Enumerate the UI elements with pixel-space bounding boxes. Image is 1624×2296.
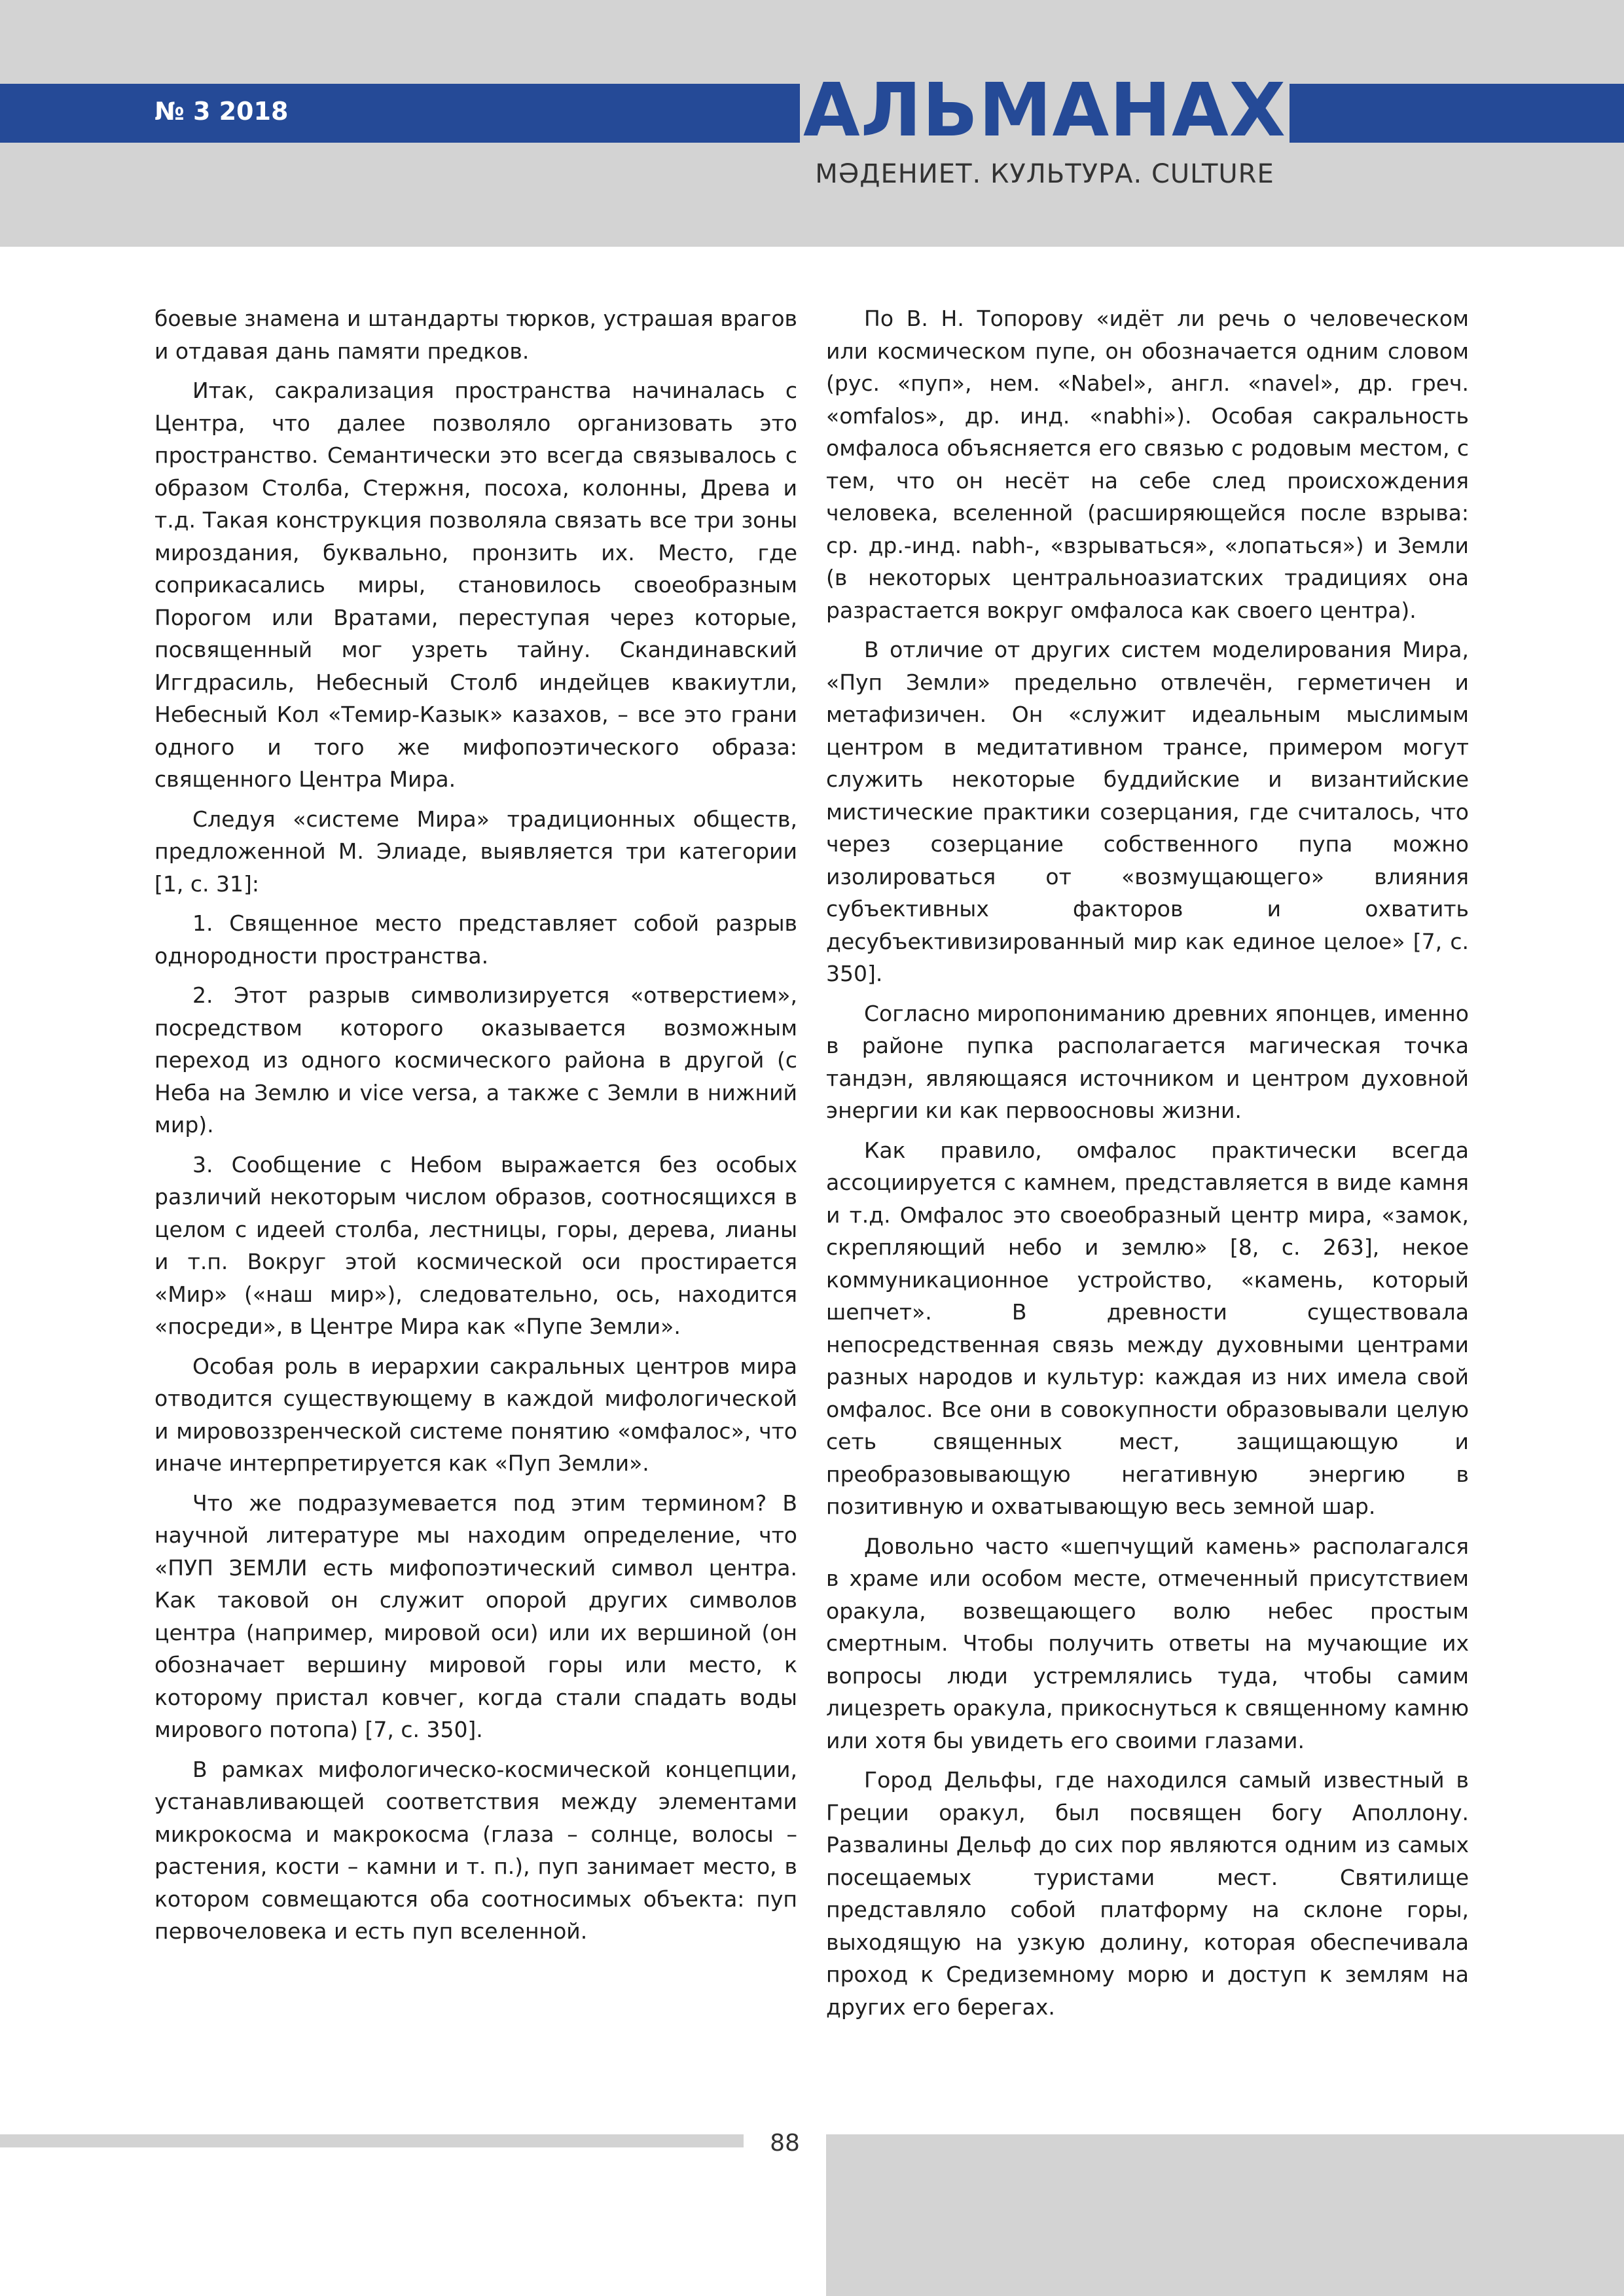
paragraph: Город Дельфы, где находился самый известный в Греции оракул, был посвящен богу Аполлону. Развалины Дельф до сих пор являются одним из самых посещаемых туристами мест. Святилище представляло собой платформу на склоне горы, выходящую на узкую долину, которая обеспечивала проход к Средиземному морю и доступ к землям на других его берегах. <box>826 1767 1469 2020</box>
footer-bar <box>0 2134 744 2147</box>
paragraph: Довольно часто «шепчущий камень» располагался в храме или особом месте, отмеченный присутствием оракула, возвещающего волю небес простым смертным. Чтобы получить ответы на мучающие их вопросы люди устремлялись туда, чтобы самим лицезреть оракула, прикоснуться к священному камню или хотя бы увидеть его своими глазами. <box>826 1533 1469 1753</box>
paragraph: Согласно миропониманию древних японцев, именно в районе пупка располагается магическая точка тандэн, являющаяся источником и центром духовной энергии ки как первоосновы жизни. <box>826 1000 1469 1123</box>
journal-subtitle: МӘДЕНИЕТ. КУЛЬТУРА. CULTURE <box>815 159 1274 189</box>
page-number: 88 <box>770 2130 800 2157</box>
list-item: 3. Сообщение с Небом выражается без особых различий некоторым числом образов, соотносящихся в целом с идеей столба, лестницы, горы, дерева, лианы и т.п. Вокруг этой космической оси простирается «Мир» («наш мир»), следовательно, ось, находится «посреди», в Центре Мира как «Пупе Земли». <box>154 1151 797 1339</box>
paragraph: По В. Н. Топорову «идёт ли речь о человеческом или космическом пупе, он обозначается одним словом (рус. «пуп», нем. «Nabel», англ. «navel», др. греч. «omfalos», др. инд. «nabhi»). Особая сакральность омфалоса объясняется его связью с родовым местом, с тем, что он несёт на себе след происхождения человека, вселенной (расширяющейся после взрыва: ср. др.-инд. nabh-, «взрываться», «лопаться») и Земли (в некоторых центральноазиатских традициях она разрастается вокруг омфалоса как своего центра). <box>826 306 1469 623</box>
paragraph: В рамках мифологическо-космической концепции, устанавливающей соответствия между элементами микрокосма и макрокосма (глаза – солнце, волосы – растения, кости – камни и т. п.), пуп занимает место, в котором совмещаются оба соотносимых объекта: пуп первочеловека и есть пуп вселенной. <box>154 1756 797 1944</box>
header-band-left <box>0 84 800 143</box>
right-column <box>826 302 1469 2030</box>
paragraph: Что же подразумевается под этим термином? В научной литературе мы находим определение, что «ПУП ЗЕМЛИ есть мифопоэтический символ центра. Как таковой он служит опорой других символов центра (например, мировой оси) или их вершиной (он обозначает вершину мировой горы или место, к которому пристал ковчег, когда стали спадать воды мирового потопа) [7, с. 350]. <box>154 1490 797 1742</box>
header-band-right <box>1290 84 1624 143</box>
issue-number: № 3 2018 <box>154 97 289 126</box>
journal-title: АЛЬМАНАХ <box>803 68 1286 153</box>
paragraph: В отличие от других систем моделирования Мира, «Пуп Земли» предельно отвлечён, герметичен и метафизичен. Он «служит идеальным мыслимым центром в медитативном трансе, примером могут служить некоторые буддийские и византийские мистические практики созерцания, где считалось, что через созерцание собственного пупа можно изолироваться от «возмущающего» влияния субъективных факторов и охватить десубъективизированный мир как единое целое» [7, с. 350]. <box>826 637 1469 986</box>
footer-block <box>826 2134 1624 2296</box>
paragraph: Следуя «системе Мира» традиционных обществ, предложенной М. Элиаде, выявляется три категории [1, с. 31]: <box>154 806 797 897</box>
paragraph: Как правило, омфалос практически всегда ассоциируется с камнем, представляется в виде камня и т.д. Омфалос это своеобразный центр мира, «замок, скрепляющий небо и землю» [8, с. 263], некое коммуникационное устройство, «камень, который шепчет». В древности существовала непосредственная связь между духовными центрами разных народов и культур: каждая из них имела свой омфалос. Все они в совокупности образовывали целую сеть священных мест, защищающую и преобразовывающую негативную энергию в позитивную и охватывающую весь земной шар. <box>826 1137 1469 1519</box>
paragraph: боевые знамена и штандарты тюрков, устрашая врагов и отдавая дань памяти предков. <box>154 306 797 364</box>
list-item: 2. Этот разрыв символизируется «отверстием», посредством которого оказывается возможным переход из одного космического района в другой (с Неба на Землю и vice versa, а также с Земли в нижний мир). <box>154 982 797 1138</box>
paragraph: Особая роль в иерархии сакральных центров мира отводится существующему в каждой мифологической и мировоззренческой системе понятию «омфалос», что иначе интерпретируется как «Пуп Земли». <box>154 1353 797 1476</box>
list-item: 1. Священное место представляет собой разрыв однородности пространства. <box>154 910 797 969</box>
page-header <box>0 0 1624 247</box>
paragraph: Итак, сакрализация пространства начиналась с Центра, что далее позволяло организовать это пространство. Семантически это всегда связывалось с образом Столба, Стержня, посоха, колонны, Древа и т.д. Такая конструкция позволяла связать все три зоны мироздания, буквально, пронзить их. Место, где соприкасались миры, становилось своеобразным Порогом или Вратами, переступая через которые, посвященный мог узреть тайну. Скандинавский Иггдрасиль, Небесный Столб индейцев квакиутли, Небесный Кол «Темир-Казык» казахов, – все это грани одного и того же мифопоэтического образа: священного Центра Мира. <box>154 378 797 792</box>
left-column <box>154 302 797 1955</box>
